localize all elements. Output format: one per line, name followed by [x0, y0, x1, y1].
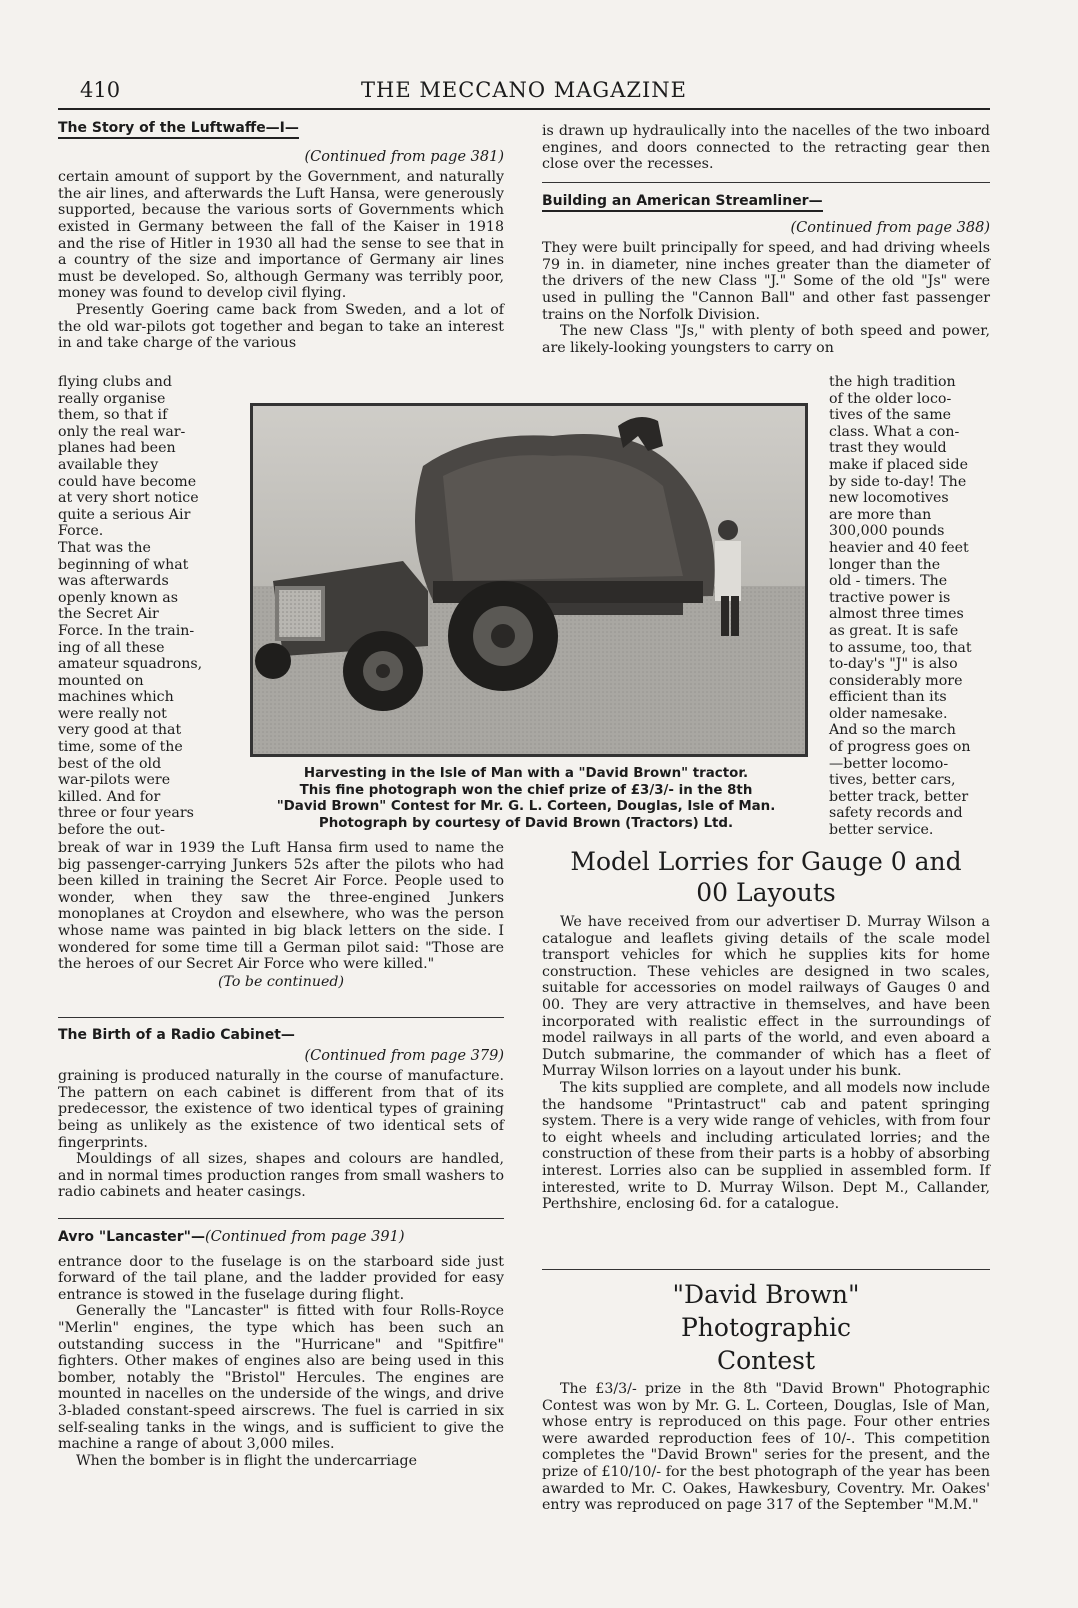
streamliner-narrow-line: as great. It is safe — [829, 622, 959, 639]
magazine-title: THE MECCANO MAGAZINE — [361, 78, 687, 102]
divider — [58, 1017, 504, 1018]
radio-heading: The Birth of a Radio Cabinet— — [58, 1027, 295, 1043]
luftwaffe-narrow-line: time, some of the — [58, 739, 183, 756]
streamliner-narrow-line: —better locomo- — [829, 755, 949, 772]
lancaster-heading-line — [58, 1229, 504, 1246]
caption-line: Photograph by courtesy of David Brown (Tractors) Ltd. — [318, 815, 734, 831]
streamliner-narrow-line: better service. — [829, 822, 934, 839]
streamliner-narrow-column — [829, 374, 990, 839]
lorries-title: Model Lorries for Gauge 0 and 00 Layouts — [570, 847, 962, 907]
photo-caption — [246, 766, 806, 832]
luftwaffe-narrow-line: beginning of what — [58, 556, 189, 573]
streamliner-narrow-line: heavier and 40 feet — [829, 539, 969, 556]
lancaster-paragraph-3: When the bomber is in flight the undercarriage — [76, 1452, 418, 1469]
radio-continued: (Continued from page 379) — [304, 1047, 504, 1064]
streamliner-narrow-line: better track, better — [829, 788, 969, 805]
luftwaffe-narrow-line: available they — [58, 456, 159, 473]
streamliner-narrow-line: tractive power is — [829, 589, 951, 606]
caption-line: Harvesting in the Isle of Man with a "David Brown" tractor. — [303, 766, 749, 781]
streamliner-paragraph-2: The new Class "Js," with plenty of both speed and power, are likely-looking youngsters to carry on — [542, 323, 990, 356]
luftwaffe-heading: The Story of the Luftwaffe—I— — [58, 120, 299, 139]
radio-paragraph-1: graining is produced naturally in the course of manufacture. The pattern on each cabinet is different from that of its predecessor, the existence of two identical types of graining being as unlikely as the existence of two identical sets of fingerprints. — [58, 1068, 504, 1151]
luftwaffe-paragraph-3: break of war in 1939 the Luft Hansa firm used to name the big passenger-carrying Junkers 52s after the pilots who had been killed in training the Secret Air Force. People used to wonder, when they saw the three-engined Junkers monoplanes at Croydon and elsewhere, who was the person whose name was painted in big black letters on the side. I wondered for some time till a German pilot said: "Those are the heroes of our Secret Air Force who were killed." — [58, 840, 504, 973]
luftwaffe-paragraph-2: Presently Goering came back from Sweden, and a lot of the old war-pilots got together and began to take an interest in and take charge of the various — [58, 301, 504, 352]
luftwaffe-narrow-line: war-pilots were — [58, 772, 171, 789]
luftwaffe-narrow-line: openly known as — [58, 589, 179, 606]
streamliner-narrow-line: safety records and — [829, 805, 963, 822]
streamliner-narrow-line: are more than — [829, 506, 932, 523]
luftwaffe-paragraph-1: certain amount of support by the Government, and naturally the air lines, and afterwards the Luft Hansa, were generously supported, because the various sorts of Governments which existed in Germany between the fall of the Kaiser in 1918 and the rise of Hitler in 1930 all had the sense to see that in a country of the size and importance of Germany air lines must be developed. So, although Germany was terribly poor, money was found to develop civil flying. — [58, 169, 504, 302]
streamliner-narrow-line: the high tradition — [829, 374, 956, 390]
streamliner-narrow-line: make if placed side — [829, 456, 969, 473]
luftwaffe-narrow-line: at very short notice — [58, 490, 199, 507]
divider — [58, 1218, 504, 1219]
luftwaffe-narrow-line: ing of all these — [58, 639, 165, 656]
streamliner-narrow-line: class. What a con- — [829, 423, 960, 440]
streamliner-narrow-line: tives of the same — [829, 407, 952, 424]
luftwaffe-narrow-line: them, so that if — [58, 407, 168, 424]
page-header — [58, 78, 990, 110]
luftwaffe-narrow-line: best of the old — [58, 755, 162, 772]
luftwaffe-narrow-line: was afterwards — [58, 573, 169, 590]
lorries-article — [542, 846, 990, 1213]
luftwaffe-article-top — [58, 120, 504, 352]
luftwaffe-narrow-line: mounted on — [58, 672, 144, 689]
luftwaffe-narrow-line: That was the — [58, 539, 151, 556]
luftwaffe-narrow-column — [58, 374, 218, 839]
streamliner-narrow-line: older namesake. — [829, 705, 948, 722]
luftwaffe-narrow-line: Force. — [58, 523, 104, 540]
divider — [542, 1269, 990, 1270]
streamliner-narrow-line: to assume, too, that — [829, 639, 972, 656]
contest-title: "David Brown" Photographic Contest — [672, 1280, 860, 1375]
streamliner-narrow-line: And so the march — [829, 722, 956, 739]
streamliner-narrow-line: considerably more — [829, 672, 963, 689]
luftwaffe-continued: (Continued from page 381) — [304, 148, 504, 165]
lancaster-continued: (Continued from page 391) — [204, 1229, 405, 1245]
luftwaffe-right-paragraph: is drawn up hydraulically into the nacelles of the two inboard engines, and doors connected to the retracting gear then close over the recesses. — [542, 123, 990, 173]
luftwaffe-narrow-line: Force. In the train- — [58, 622, 195, 639]
contest-article — [542, 1278, 990, 1514]
luftwaffe-narrow-line: the Secret Air — [58, 606, 159, 623]
streamliner-paragraph-1: They were built principally for speed, and had driving wheels 79 in. in diameter, nine inches greater than the diameter of the drivers of the new Class "J." Some of the old "Js" were used in pulling the "Cannon Ball" and other fast passenger trains on the Norfolk Division. — [542, 240, 990, 323]
radio-paragraph-2: Mouldings of all sizes, shapes and colours are handled, and in normal times production ranges from small washers to radio cabinets and heater casings. — [58, 1151, 504, 1201]
luftwaffe-narrow-line: flying clubs and — [58, 374, 172, 390]
streamliner-narrow-line: to-day's "J" is also — [829, 656, 958, 673]
luftwaffe-narrow-line: killed. And for — [58, 788, 161, 805]
caption-line: This fine photograph won the chief prize of £3/3/- in the 8th — [299, 782, 753, 798]
streamliner-narrow-line: new locomotives — [829, 490, 949, 507]
luftwaffe-narrow-line: were really not — [58, 705, 167, 722]
luftwaffe-narrow-line: very good at that — [58, 722, 182, 739]
streamliner-narrow-line: 300,000 pounds — [829, 523, 945, 540]
lancaster-heading: Avro "Lancaster"— — [58, 1229, 205, 1245]
luftwaffe-narrow-line: amateur squadrons, — [58, 656, 203, 673]
streamliner-narrow-line: of progress goes on — [829, 739, 971, 756]
lancaster-article — [58, 1229, 504, 1469]
streamliner-narrow-line: almost three times — [829, 606, 964, 623]
streamliner-article — [542, 193, 990, 356]
caption-line: "David Brown" Contest for Mr. G. L. Corteen, Douglas, Isle of Man. — [276, 799, 776, 814]
lorries-paragraph-1: We have received from our advertiser D. Murray Wilson a catalogue and leaflets giving details of the scale model transport vehicles for which he supplies kits for home construction. These vehicles are designed in two scales, suitable for accessories on model railways of Gauges 0 and 00. They are very attractive in themselves, and have been incorporated with realistic effect in the surroundings of model railways in all parts of the world, and even aboard a Dutch submarine, the commander of which has a fleet of Murray Wilson lorries on a layout under his bunk. — [542, 914, 990, 1080]
streamliner-narrow-line: old - timers. The — [829, 573, 948, 590]
luftwaffe-narrow-line: only the real war- — [58, 423, 186, 440]
lorries-paragraph-2: The kits supplied are complete, and all models now include the handsome "Printastruct" cab and patent springing system. There is a very wide range of vehicles, with from four to eight wheels and including articulated lorries; and the construction of these from their parts is a hobby of absorbing interest. Lorries also can be supplied in assembled form. If interested, write to D. Murray Wilson. Dept M., Callander, Perthshire, enclosing 6d. for a catalogue. — [542, 1079, 990, 1213]
luftwaffe-continued-right — [542, 123, 990, 173]
luftwaffe-narrow-line: before the out- — [58, 822, 165, 839]
streamliner-narrow-line: of the older loco- — [829, 390, 952, 407]
divider — [542, 182, 990, 183]
streamliner-narrow-line: longer than the — [829, 556, 941, 573]
lancaster-paragraph-2: Generally the "Lancaster" is fitted with four Rolls-Royce "Merlin" engines, the type which has been such an outstanding success in the "Hurricane" and "Spitfire" fighters. Other makes of engines also are being used in this bomber, notably the "Bristol" Hercules. The engines are mounted in nacelles on the underside of the wings, and drive 3-bladed constant-speed airscrews. The fuel is carried in six self-sealing tanks in the wings, and is sufficient to give the machine a range of about 3,000 miles. — [58, 1303, 504, 1453]
harvest-photograph — [250, 403, 808, 757]
contest-paragraph-1: The £3/3/- prize in the 8th "David Brown" Photographic Contest was won by Mr. G. L. Corteen, Douglas, Isle of Man, whose entry is reproduced on this page. Four other entries were awarded reproduction fees of 10/-. This competition completes the "David Brown" series for the present, and the prize of £10/10/- for the best photograph of the year has been awarded to Mr. C. Oakes, Hawkesbury, Coventry. Mr. Oakes' entry was reproduced on page 317 of the September "M.M." — [542, 1381, 990, 1514]
lancaster-paragraph-1: entrance door to the fuselage is on the starboard side just forward of the tail plane, and the ladder provided for easy entrance is stowed in the fuselage during flight. — [58, 1253, 504, 1303]
luftwaffe-article-bottom — [58, 840, 504, 990]
radio-article — [58, 1027, 504, 1201]
luftwaffe-narrow-line: three or four years — [58, 805, 194, 822]
streamliner-narrow-line: trast they would — [829, 440, 947, 457]
luftwaffe-narrow-line: could have become — [58, 473, 197, 490]
luftwaffe-narrow-line: quite a serious Air — [58, 506, 191, 523]
luftwaffe-narrow-line: planes had been — [58, 440, 176, 457]
streamliner-narrow-line: tives, better cars, — [829, 772, 956, 789]
streamliner-heading: Building an American Streamliner— — [542, 193, 823, 212]
luftwaffe-narrow-line: machines which — [58, 689, 174, 706]
luftwaffe-narrow-line: really organise — [58, 390, 166, 407]
to-be-continued: (To be continued) — [217, 973, 345, 990]
tractor-hay-cart-image — [253, 406, 805, 754]
streamliner-continued: (Continued from page 388) — [790, 219, 990, 236]
streamliner-narrow-line: by side to-day! The — [829, 473, 967, 490]
streamliner-narrow-line: efficient than its — [829, 689, 947, 706]
page-number: 410 — [80, 78, 121, 102]
